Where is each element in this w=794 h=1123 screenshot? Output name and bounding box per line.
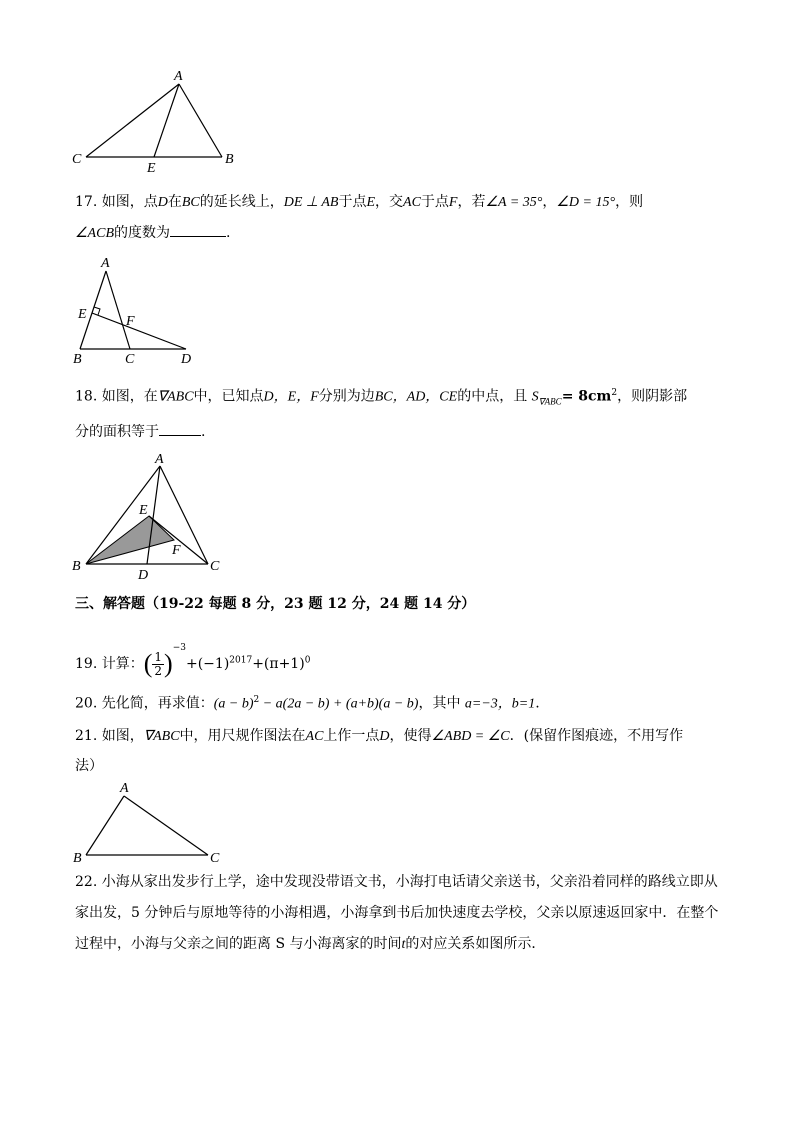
q18-line2: 分的面积等于 . <box>75 421 205 442</box>
label-d: D <box>138 568 149 583</box>
triangle-abc-e-diagram <box>70 68 250 176</box>
q21-line2: 法） <box>75 758 103 774</box>
q20-line: 20. 先化简，再求值：$(a - b)^2 - a(2a - b) + (a+b)(a - b)$，其中 a=−3，b=1. <box>75 695 540 712</box>
label-d: D <box>181 352 192 367</box>
q21-line1: 21. 如图，∇ABC中，用尺规作图法在AC上作一点D，使得∠ABD = ∠C．(保留作图痕迹，不用写作 <box>75 728 684 744</box>
answer-blank <box>170 222 226 237</box>
q17-line2: ∠ACB的度数为 . <box>75 222 230 244</box>
q22-line2: 家出发，5 分钟后与原地等待的小海相遇，小海拿到书后加快速度去学校，父亲以原速返回家中．在整个 <box>75 905 719 921</box>
q22-line1: 22. 小海从家出发步行上学，途中发现没带语文书，小海打电话请父亲送书，父亲沿着同样的路线立即从 <box>75 874 718 890</box>
label-e: E <box>78 307 87 322</box>
label-c: C <box>210 851 220 866</box>
triangle-abc-diagram <box>70 780 230 870</box>
label-e: E <box>139 503 148 518</box>
figure-q18 <box>70 452 230 582</box>
label-a: A <box>174 69 183 84</box>
figure-q17 <box>70 255 210 370</box>
q19-line: 19. 计算：( $\frac{1}{2}$ )$^{-3}+(-1)^{2017}+(\pi+1)^0$ <box>75 643 311 678</box>
triangle-de-perp-ab-diagram <box>70 255 210 370</box>
label-a: A <box>120 781 129 796</box>
figure-q16 <box>70 68 250 176</box>
fraction-one-half: $\frac{1}{2}$ <box>154 649 163 678</box>
section-heading: 三、解答题（19-22 每题 8 分，23 题 12 分，24 题 14 分） <box>75 596 476 612</box>
label-b: B <box>72 559 81 574</box>
label-c: C <box>125 352 135 367</box>
q17-line1: 17. 如图，点D在BC的延长线上，DE ⊥ AB于点E，交AC于点F，若∠A = 35°，∠D = 15°，则 <box>75 194 644 210</box>
label-b: B <box>73 352 82 367</box>
q18-line1: 18. 如图，在∇ABC中，已知点D，E，F分别为边BC，AD，CE的中点，且 $S_{\nabla ABC}= 8cm^2$，则阴影部 <box>75 388 688 407</box>
figure-q21 <box>70 780 230 870</box>
label-c: C <box>72 152 82 167</box>
label-e: E <box>147 161 156 176</box>
answer-blank <box>159 421 201 436</box>
label-a: A <box>155 452 164 467</box>
label-b: B <box>73 851 82 866</box>
label-a: A <box>101 256 110 271</box>
label-f: F <box>126 314 135 329</box>
triangle-shaded-area-diagram <box>70 452 230 582</box>
label-f: F <box>172 543 181 558</box>
q22-line3: 过程中，小海与父亲之间的距离 S 与小海离家的时间t的对应关系如图所示． <box>75 936 546 952</box>
label-b: B <box>225 152 234 167</box>
label-c: C <box>210 559 220 574</box>
